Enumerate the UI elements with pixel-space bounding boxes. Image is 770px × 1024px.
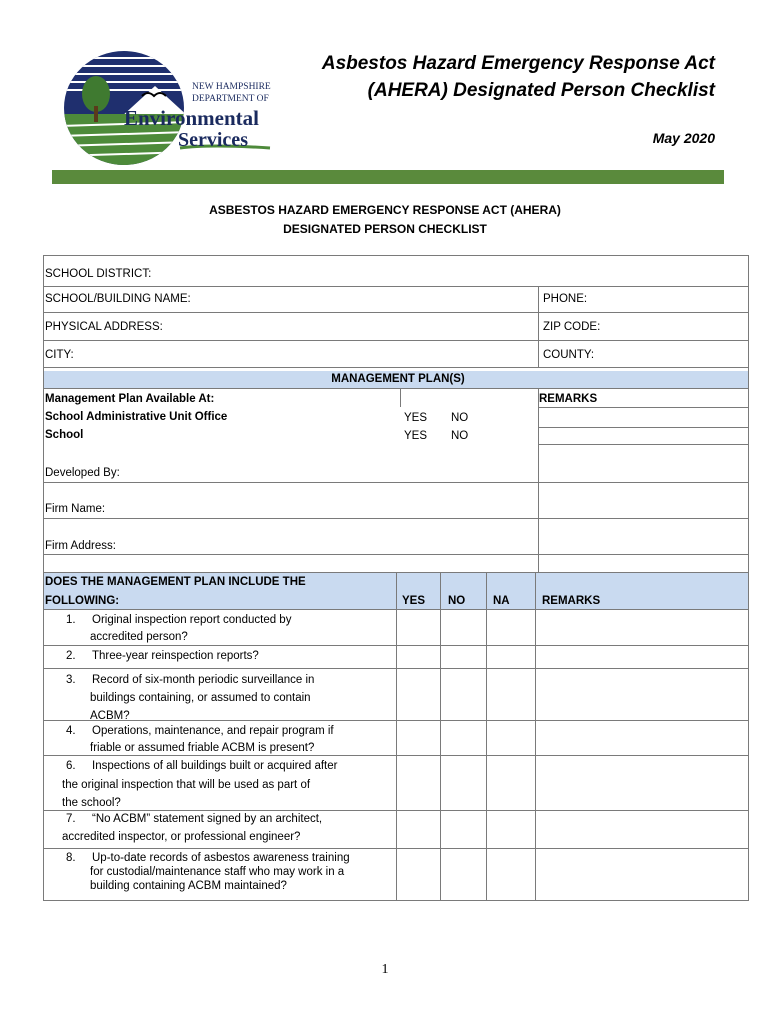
header-divider [52,170,724,184]
sau-office-label: School Administrative Unit Office [45,411,228,423]
item-number: 8. [66,852,76,864]
item-number: 4. [66,725,76,737]
school-district-field[interactable]: SCHOOL DISTRICT: [45,268,152,280]
checklist-question-line2: FOLLOWING: [45,595,120,607]
item-text-line1: Up-to-date records of asbestos awareness training [92,852,350,864]
item-text-line3: ACBM? [90,710,130,722]
logo-line4: Services [178,129,248,151]
form-heading-line2: DESIGNATED PERSON CHECKLIST [283,222,487,236]
item-text-line3: building containing ACBM maintained? [90,880,287,892]
item-number: 7. [66,813,76,825]
logo-line1: NEW HAMPSHIRE [192,82,271,92]
phone-field[interactable]: PHONE: [543,293,588,305]
physical-address-field[interactable]: PHYSICAL ADDRESS: [45,321,163,333]
rule [538,388,539,572]
school-yes-option[interactable]: YES [404,430,428,442]
county-field[interactable]: COUNTY: [543,349,595,361]
rule [400,388,401,407]
management-remarks-header: REMARKS [539,393,598,405]
school-label: School [45,429,84,441]
column-na-header: NA [493,595,510,607]
rule [43,312,749,313]
document-title-line1: Asbestos Hazard Emergency Response Act [321,53,715,74]
rule [43,340,749,341]
rule [396,572,397,900]
item-text-line1: “No ACBM” statement signed by an architect, [92,813,323,825]
firm-address-field[interactable]: Firm Address: [45,540,116,552]
document-date: May 2020 [652,130,715,146]
rule [748,255,749,900]
rule [535,572,536,900]
item-text-line1: Inspections of all buildings built or acquired after [92,760,338,772]
rule [538,407,749,408]
rule [43,367,749,368]
column-no-header: NO [448,595,466,607]
item-text-line2: for custodial/maintenance staff who may work in a [90,866,345,878]
rule [43,482,749,483]
nhdes-logo [60,48,290,168]
item-text-line1: Record of six-month periodic surveillance in [92,674,315,686]
rule [43,255,749,256]
document-title-line2: (AHERA) Designated Person Checklist [367,80,715,101]
plan-available-at-label: Management Plan Available At: [45,393,215,405]
firm-name-field[interactable]: Firm Name: [45,503,106,515]
item-text-line1: Original inspection report conducted by [92,614,292,626]
item-text-line3: the school? [62,797,121,809]
logo-line2: DEPARTMENT OF [192,94,269,104]
item-text-line2: accredited person? [90,631,188,643]
item-number: 6. [66,760,76,772]
item-number: 2. [66,650,76,662]
column-remarks-header: REMARKS [542,595,601,607]
item-text-line2: accredited inspector, or professional engineer? [62,831,301,843]
rule [538,444,749,445]
item-number: 1. [66,614,76,626]
item-text-line1: Operations, maintenance, and repair program if [92,725,334,737]
rule [43,255,44,900]
management-plan-heading: MANAGEMENT PLAN(S) [331,373,465,385]
item-text-line1: Three-year reinspection reports? [92,650,259,662]
item-number: 3. [66,674,76,686]
item-text-line2: buildings containing, or assumed to contain [90,692,311,704]
sau-office-no-option[interactable]: NO [451,412,469,424]
rule [538,427,749,428]
rule [43,388,749,389]
page-number: 1 [381,962,389,977]
zip-code-field[interactable]: ZIP CODE: [543,321,601,333]
rule [538,286,539,367]
item-text-line2: friable or assumed friable ACBM is present? [90,742,315,754]
school-building-name-field[interactable]: SCHOOL/BUILDING NAME: [45,293,191,305]
rule [43,286,749,287]
rule [43,518,749,519]
developed-by-field[interactable]: Developed By: [45,467,120,479]
city-field[interactable]: CITY: [45,349,74,361]
sau-office-yes-option[interactable]: YES [404,412,428,424]
column-yes-header: YES [402,595,426,607]
rule [43,900,749,901]
logo-line3: Environmental [124,106,259,130]
item-text-line2: the original inspection that will be used as part of [62,779,311,791]
rule [486,572,487,900]
rule [440,572,441,900]
form-heading-line1: ASBESTOS HAZARD EMERGENCY RESPONSE ACT (AHERA) [209,203,561,217]
school-no-option[interactable]: NO [451,430,469,442]
rule [43,554,749,555]
checklist-question-line1: DOES THE MANAGEMENT PLAN INCLUDE THE [45,576,306,588]
